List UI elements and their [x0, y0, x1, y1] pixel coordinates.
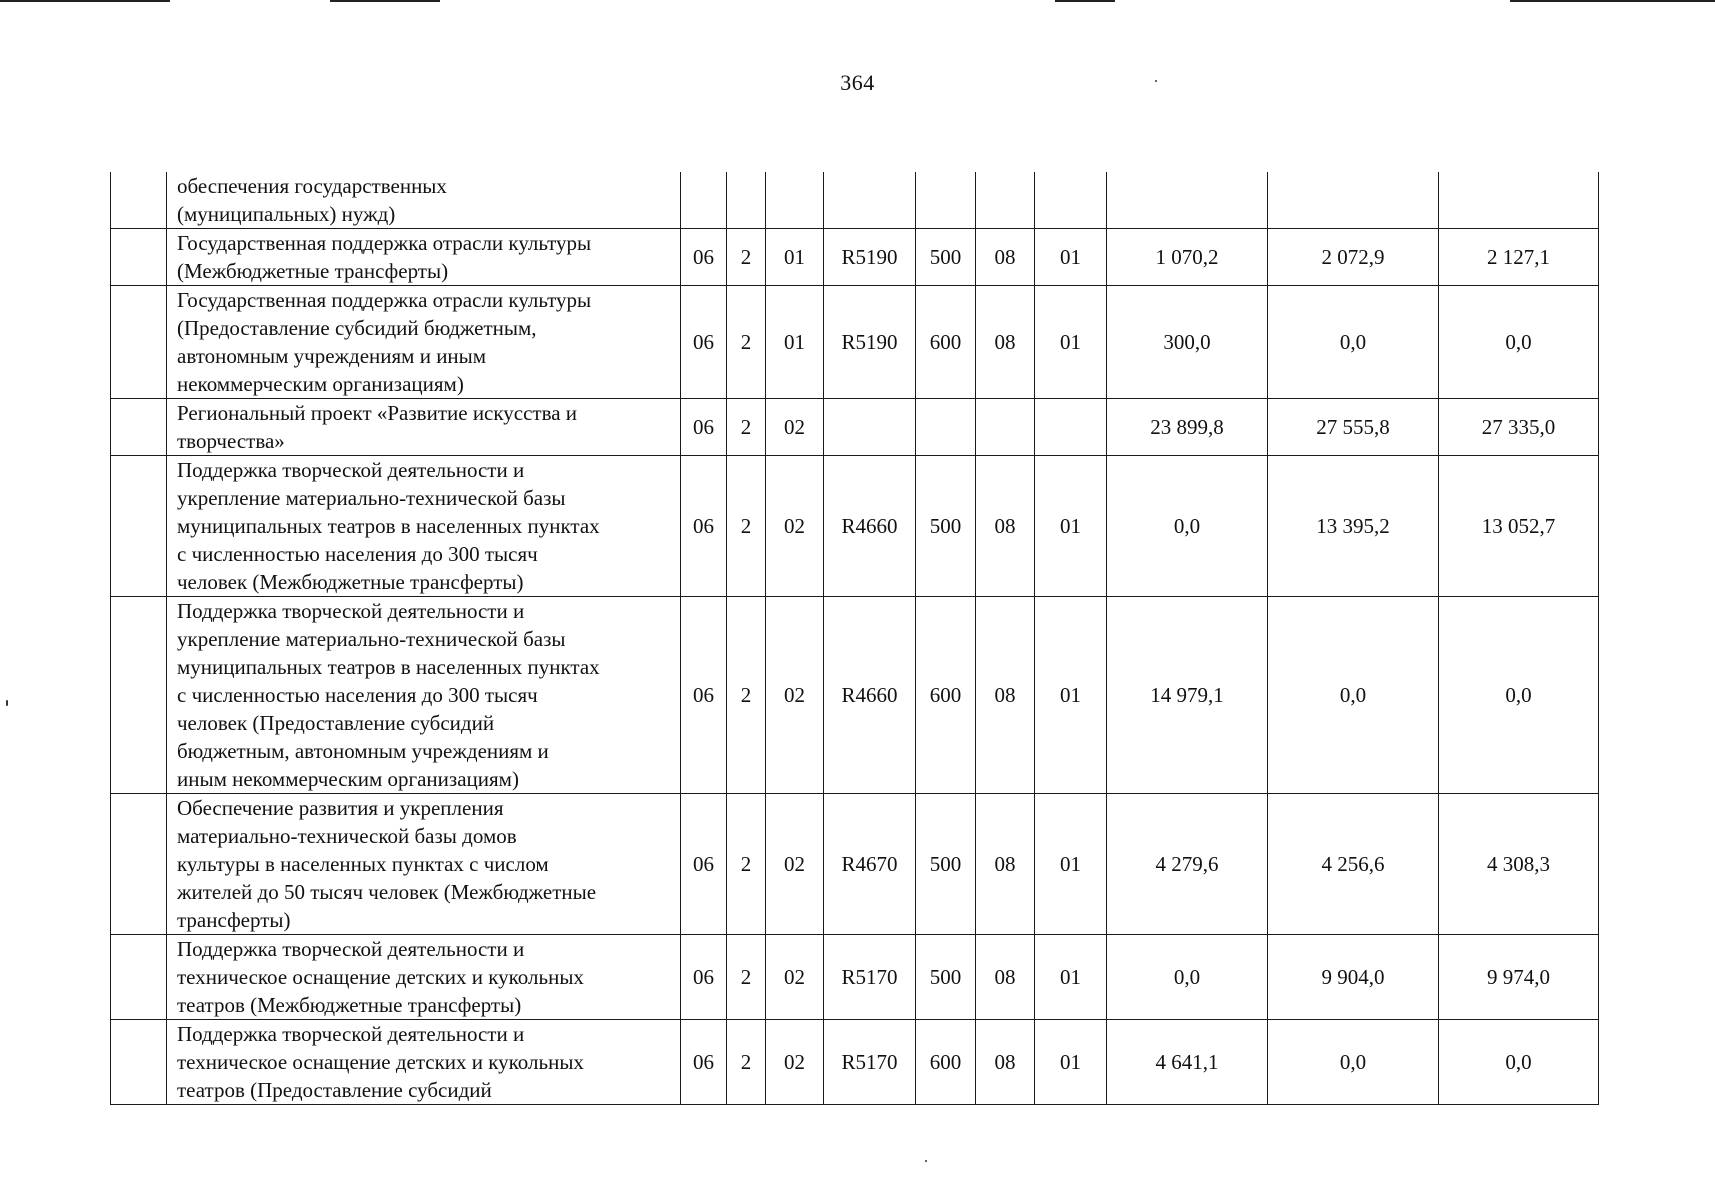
code-subprogram-cell [727, 172, 766, 229]
amount-year2-cell: 27 555,8 [1268, 399, 1439, 456]
amount-year3-cell: 0,0 [1439, 1020, 1599, 1105]
item-name-line: материально-технической базы домов [177, 824, 517, 848]
item-name-line: человек (Межбюджетные трансферты) [177, 570, 524, 594]
amount-year2-cell [1268, 172, 1439, 229]
item-name-cell [167, 597, 681, 794]
amount-year2-cell: 4 256,6 [1268, 794, 1439, 935]
code-target-cell: R5170 [824, 935, 916, 1020]
amount-year2-cell: 0,0 [1268, 597, 1439, 794]
item-name-line: укрепление материально-технической базы [177, 627, 566, 651]
item-name-cell [167, 172, 681, 229]
code-subchapter-cell: 01 [1035, 794, 1107, 935]
amount-year3-cell: 13 052,7 [1439, 456, 1599, 597]
item-name-cell [167, 1020, 681, 1105]
item-name-line: Поддержка творческой деятельности и [177, 937, 525, 961]
code-section-cell: 06 [681, 456, 727, 597]
item-name-line: (Межбюджетные трансферты) [177, 259, 449, 283]
amount-year2-cell: 0,0 [1268, 286, 1439, 399]
item-name-line: культуры в населенных пунктах с числом [177, 852, 549, 876]
amount-year3-cell: 27 335,0 [1439, 399, 1599, 456]
item-name-cell [167, 456, 681, 597]
code-subchapter-cell: 01 [1035, 456, 1107, 597]
code-subprogram-cell: 2 [727, 456, 766, 597]
scan-speck [925, 1160, 927, 1162]
item-name-cell [167, 935, 681, 1020]
item-name-line: с численностью населения до 300 тысяч [177, 683, 538, 707]
row-number-cell [111, 456, 167, 597]
amount-year1-cell: 23 899,8 [1107, 399, 1268, 456]
code-subchapter-cell: 01 [1035, 935, 1107, 1020]
item-name-line: техническое оснащение детских и кукольных [177, 1050, 584, 1074]
code-subprogram-cell: 2 [727, 597, 766, 794]
scan-edge-line [1055, 0, 1115, 2]
amount-year1-cell: 0,0 [1107, 456, 1268, 597]
code-target-cell: R4660 [824, 456, 916, 597]
amount-year1-cell: 4 641,1 [1107, 1020, 1268, 1105]
row-number-cell [111, 597, 167, 794]
item-name-line: творчества» [177, 429, 285, 453]
item-name-line: Обеспечение развития и укрепления [177, 796, 504, 820]
code-subchapter-cell [1035, 172, 1107, 229]
table-row [111, 399, 1599, 456]
item-name-line: жителей до 50 тысяч человек (Межбюджетные [177, 880, 597, 904]
item-name-line: Региональный проект «Развитие искусства и [177, 401, 578, 425]
amount-year3-cell: 9 974,0 [1439, 935, 1599, 1020]
code-target-cell: R5190 [824, 286, 916, 399]
code-section-cell: 06 [681, 597, 727, 794]
item-name-line: Поддержка творческой деятельности и [177, 599, 525, 623]
code-section-cell: 06 [681, 286, 727, 399]
code-expense-type-cell: 500 [916, 456, 976, 597]
code-subchapter-cell: 01 [1035, 229, 1107, 286]
code-chapter-cell [976, 399, 1035, 456]
amount-year2-cell: 9 904,0 [1268, 935, 1439, 1020]
table-row [111, 1020, 1599, 1105]
code-event-cell [766, 172, 824, 229]
item-name-cell [167, 229, 681, 286]
code-section-cell: 06 [681, 935, 727, 1020]
item-name-line: муниципальных театров в населенных пунктах [177, 514, 600, 538]
code-chapter-cell [976, 172, 1035, 229]
item-name-line: автономным учреждениям и иным [177, 344, 487, 368]
code-subprogram-cell: 2 [727, 399, 766, 456]
item-name-line: муниципальных театров в населенных пунктах [177, 655, 600, 679]
page-number: 364 [840, 70, 875, 95]
scan-edge-line [1510, 0, 1715, 2]
table-row [111, 935, 1599, 1020]
amount-year1-cell [1107, 172, 1268, 229]
code-event-cell: 02 [766, 399, 824, 456]
row-number-cell [111, 1020, 167, 1105]
amount-year2-cell: 13 395,2 [1268, 456, 1439, 597]
code-event-cell: 02 [766, 935, 824, 1020]
code-subprogram-cell: 2 [727, 1020, 766, 1105]
code-target-cell: R5170 [824, 1020, 916, 1105]
amount-year1-cell: 0,0 [1107, 935, 1268, 1020]
code-subchapter-cell [1035, 399, 1107, 456]
row-number-cell [111, 172, 167, 229]
table-row [111, 172, 1599, 229]
code-subprogram-cell: 2 [727, 794, 766, 935]
item-name-line: (муниципальных) нужд) [177, 202, 396, 226]
code-subchapter-cell: 01 [1035, 1020, 1107, 1105]
code-chapter-cell: 08 [976, 229, 1035, 286]
amount-year1-cell: 14 979,1 [1107, 597, 1268, 794]
item-name-line: иным некоммерческим организациям) [177, 767, 519, 791]
code-subprogram-cell: 2 [727, 229, 766, 286]
item-name-cell [167, 399, 681, 456]
item-name-line: трансферты) [177, 908, 291, 932]
table-row [111, 456, 1599, 597]
code-expense-type-cell: 600 [916, 286, 976, 399]
code-subprogram-cell: 2 [727, 286, 766, 399]
code-target-cell: R5190 [824, 229, 916, 286]
code-target-cell [824, 172, 916, 229]
code-event-cell: 01 [766, 286, 824, 399]
row-number-cell [111, 229, 167, 286]
code-section-cell [681, 172, 727, 229]
table-row [111, 229, 1599, 286]
item-name-line: обеспечения государственных [177, 174, 447, 198]
item-name-line: некоммерческим организациям) [177, 372, 464, 396]
code-target-cell: R4670 [824, 794, 916, 935]
item-name-cell [167, 794, 681, 935]
code-event-cell: 01 [766, 229, 824, 286]
row-number-cell [111, 794, 167, 935]
code-expense-type-cell [916, 399, 976, 456]
code-chapter-cell: 08 [976, 286, 1035, 399]
amount-year3-cell: 0,0 [1439, 597, 1599, 794]
amount-year3-cell: 4 308,3 [1439, 794, 1599, 935]
table-row [111, 794, 1599, 935]
code-chapter-cell: 08 [976, 935, 1035, 1020]
item-name-line: Поддержка творческой деятельности и [177, 458, 525, 482]
amount-year1-cell: 1 070,2 [1107, 229, 1268, 286]
row-number-cell [111, 286, 167, 399]
code-subchapter-cell: 01 [1035, 597, 1107, 794]
row-number-cell [111, 935, 167, 1020]
item-name-line: бюджетным, автономным учреждениям и [177, 739, 549, 763]
code-event-cell: 02 [766, 1020, 824, 1105]
row-number-cell [111, 399, 167, 456]
table-row [111, 597, 1599, 794]
amount-year2-cell: 2 072,9 [1268, 229, 1439, 286]
amount-year2-cell: 0,0 [1268, 1020, 1439, 1105]
code-subprogram-cell: 2 [727, 935, 766, 1020]
item-name-line: Государственная поддержка отрасли культуры [177, 231, 592, 255]
item-name-line: техническое оснащение детских и кукольных [177, 965, 584, 989]
code-target-cell: R4660 [824, 597, 916, 794]
budget-table [110, 172, 1599, 1105]
code-event-cell: 02 [766, 456, 824, 597]
code-expense-type-cell: 500 [916, 794, 976, 935]
code-event-cell: 02 [766, 597, 824, 794]
table-body [111, 172, 1599, 1105]
item-name-line: укрепление материально-технической базы [177, 486, 566, 510]
code-expense-type-cell [916, 172, 976, 229]
amount-year3-cell: 2 127,1 [1439, 229, 1599, 286]
code-chapter-cell: 08 [976, 456, 1035, 597]
code-target-cell [824, 399, 916, 456]
scan-edge-line [0, 0, 170, 2]
amount-year3-cell: 0,0 [1439, 286, 1599, 399]
item-name-line: Государственная поддержка отрасли культуры [177, 288, 592, 312]
code-chapter-cell: 08 [976, 597, 1035, 794]
code-expense-type-cell: 500 [916, 935, 976, 1020]
code-section-cell: 06 [681, 794, 727, 935]
code-event-cell: 02 [766, 794, 824, 935]
item-name-line: театров (Предоставление субсидий [177, 1078, 492, 1102]
item-name-cell [167, 286, 681, 399]
code-chapter-cell: 08 [976, 794, 1035, 935]
code-expense-type-cell: 600 [916, 1020, 976, 1105]
scan-speck [6, 700, 8, 706]
item-name-line: с численностью населения до 300 тысяч [177, 542, 538, 566]
item-name-line: Поддержка творческой деятельности и [177, 1022, 525, 1046]
code-chapter-cell: 08 [976, 1020, 1035, 1105]
code-expense-type-cell: 600 [916, 597, 976, 794]
table-row [111, 286, 1599, 399]
item-name-line: (Предоставление субсидий бюджетным, [177, 316, 537, 340]
amount-year1-cell: 300,0 [1107, 286, 1268, 399]
amount-year1-cell: 4 279,6 [1107, 794, 1268, 935]
item-name-line: театров (Межбюджетные трансферты) [177, 993, 522, 1017]
amount-year3-cell [1439, 172, 1599, 229]
code-section-cell: 06 [681, 1020, 727, 1105]
code-section-cell: 06 [681, 399, 727, 456]
code-expense-type-cell: 500 [916, 229, 976, 286]
code-section-cell: 06 [681, 229, 727, 286]
item-name-line: человек (Предоставление субсидий [177, 711, 495, 735]
code-subchapter-cell: 01 [1035, 286, 1107, 399]
scan-edge-line [330, 0, 440, 2]
